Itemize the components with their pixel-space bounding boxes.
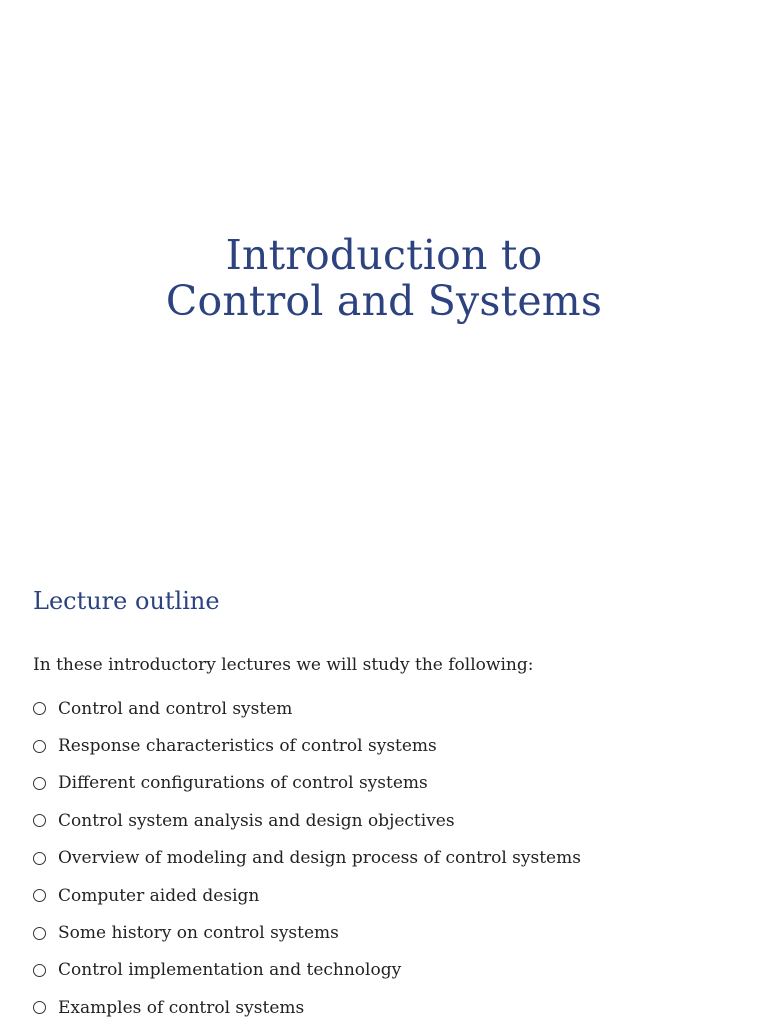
intro-text: In these introductory lectures we will study the following: <box>33 655 534 675</box>
circle-bullet-icon <box>33 1001 46 1014</box>
outline-list <box>33 690 581 1027</box>
circle-bullet-icon <box>33 889 46 902</box>
list-item <box>33 840 581 877</box>
circle-bullet-icon <box>33 702 46 715</box>
slide-title <box>0 232 768 324</box>
list-item-text: Some history on control systems <box>58 923 339 944</box>
list-item-text: Different configurations of control systems <box>58 773 428 794</box>
circle-bullet-icon <box>33 777 46 790</box>
title-line-2: Control and Systems <box>165 277 603 325</box>
list-item <box>33 690 581 727</box>
list-item <box>33 952 581 989</box>
circle-bullet-icon <box>33 852 46 865</box>
list-item <box>33 802 581 839</box>
list-item <box>33 914 581 951</box>
list-item <box>33 877 581 914</box>
section-heading: Lecture outline <box>33 587 220 615</box>
title-line-1: Introduction to <box>225 231 543 279</box>
list-item-text: Control implementation and technology <box>58 960 402 981</box>
circle-bullet-icon <box>33 964 46 977</box>
list-item-text: Overview of modeling and design process of control systems <box>58 848 581 869</box>
list-item <box>33 727 581 764</box>
list-item <box>33 989 581 1026</box>
list-item-text: Examples of control systems <box>58 997 305 1018</box>
circle-bullet-icon <box>33 927 46 940</box>
list-item-text: Control and control system <box>58 698 293 719</box>
list-item-text: Response characteristics of control systems <box>58 736 437 757</box>
list-item-text: Control system analysis and design objectives <box>58 810 455 831</box>
circle-bullet-icon <box>33 740 46 753</box>
list-item-text: Computer aided design <box>58 885 260 906</box>
list-item <box>33 765 581 802</box>
circle-bullet-icon <box>33 814 46 827</box>
